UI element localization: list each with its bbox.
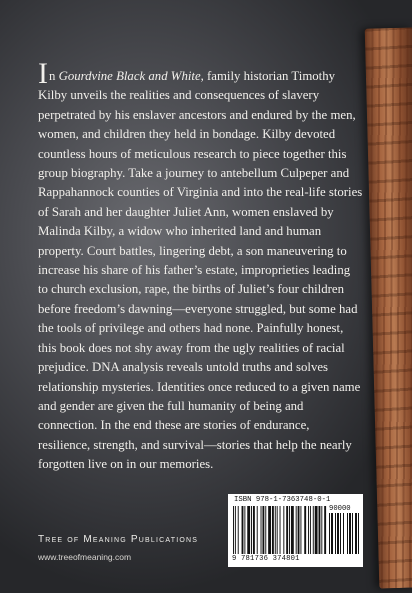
barcode-bar [349, 513, 351, 554]
barcode-bar [355, 513, 357, 554]
barcode-bar [265, 506, 266, 554]
barcode-bar [315, 506, 318, 554]
barcode-bar [253, 506, 255, 554]
blurb-lead: n [49, 69, 59, 83]
book-title: Gourdvine Black and White [58, 69, 201, 83]
publisher-name: Tree of Meaning Publications [38, 534, 199, 545]
drop-cap: I [38, 57, 48, 90]
barcode-bar [304, 506, 306, 554]
barcode-bar [251, 506, 252, 554]
barcode-bar [257, 506, 258, 554]
addon-barcode-bars [329, 513, 359, 556]
barcode-bar [298, 506, 300, 554]
barcode-bar [275, 506, 276, 554]
barcode-bar [235, 506, 236, 554]
barcode-bar [324, 506, 326, 554]
barcode-bar [286, 506, 288, 554]
barcode-bar [242, 506, 244, 554]
barcode-bar [233, 506, 234, 554]
barcode-bar [347, 513, 348, 554]
cover-blurb [38, 57, 363, 475]
barcode-bar [247, 506, 250, 554]
isbn-barcode [228, 494, 363, 567]
barcode-bar [291, 506, 294, 554]
barcode-bar [352, 513, 353, 554]
barcode-bar [321, 506, 322, 554]
price-addon-number: 90000 [329, 505, 351, 513]
barcode-bar [238, 506, 239, 554]
barcode-bar [277, 506, 278, 554]
barcode-bar [343, 513, 344, 554]
barcode-bar [262, 506, 264, 554]
barcode-bar [358, 513, 359, 554]
barcode-bar [329, 513, 330, 554]
barcode-bar [319, 506, 321, 554]
publisher-website: www.treeofmeaning.com [38, 552, 132, 562]
barcode-bar [289, 506, 290, 554]
barcode-bar [308, 506, 309, 554]
barcode-bar [261, 506, 262, 554]
barcode-bar [272, 506, 274, 554]
isbn-label: ISBN 978-1-7363748-0-1 [234, 496, 331, 504]
barcode-bar [244, 506, 245, 554]
blurb-text: , family historian Timothy Kilby unveils the realities and consequences of slavery perpetrated by his enslaver ancestors and endured by the men, women, and children they held in bondage. Kilby devoted countless hours of meticulous research to piece together this group biography. Take a journey to antebellum Culpeper and Rappahannock counties of Virginia and into the real-life stories of Sarah and her daughter Juliet Ann, women enslaved by Malinda Kilby, a widow who inherited land and human property. Court battles, lingering debt, a son maneuvering to increase his share of his father’s estate, improprieties leading to church exclusion, rape, the births of Juliet’s four children before freedom’s dawning—everyone struggled, but some had the tools of privilege and others had none. Painfully honest, this book does not shy away from the ugly realities of racial prejudice. DNA analysis reveals untold truths and solves relationship mysteries. Identities once reduced to a given name and gender are given the full humanity of being and connection. In the end these are stories of endurance, resilience, strength, and survival—stories that help the nearly forgotten live on in our memories. [38, 69, 363, 472]
barcode-bar [335, 513, 336, 554]
ean-barcode-bars [233, 506, 327, 556]
barcode-bar [268, 506, 271, 554]
barcode-bar [340, 513, 341, 554]
ean-digits: 9 781736 374801 [232, 555, 300, 563]
barcode-bar [296, 506, 297, 554]
barcode-bar [313, 506, 314, 554]
barcode-bar [280, 506, 281, 554]
barcode-bar [310, 506, 311, 554]
wooden-plank-image [365, 27, 412, 588]
barcode-bar [300, 506, 301, 554]
barcode-bar [283, 506, 284, 554]
barcode-bar [331, 513, 333, 554]
barcode-bar [337, 513, 339, 554]
